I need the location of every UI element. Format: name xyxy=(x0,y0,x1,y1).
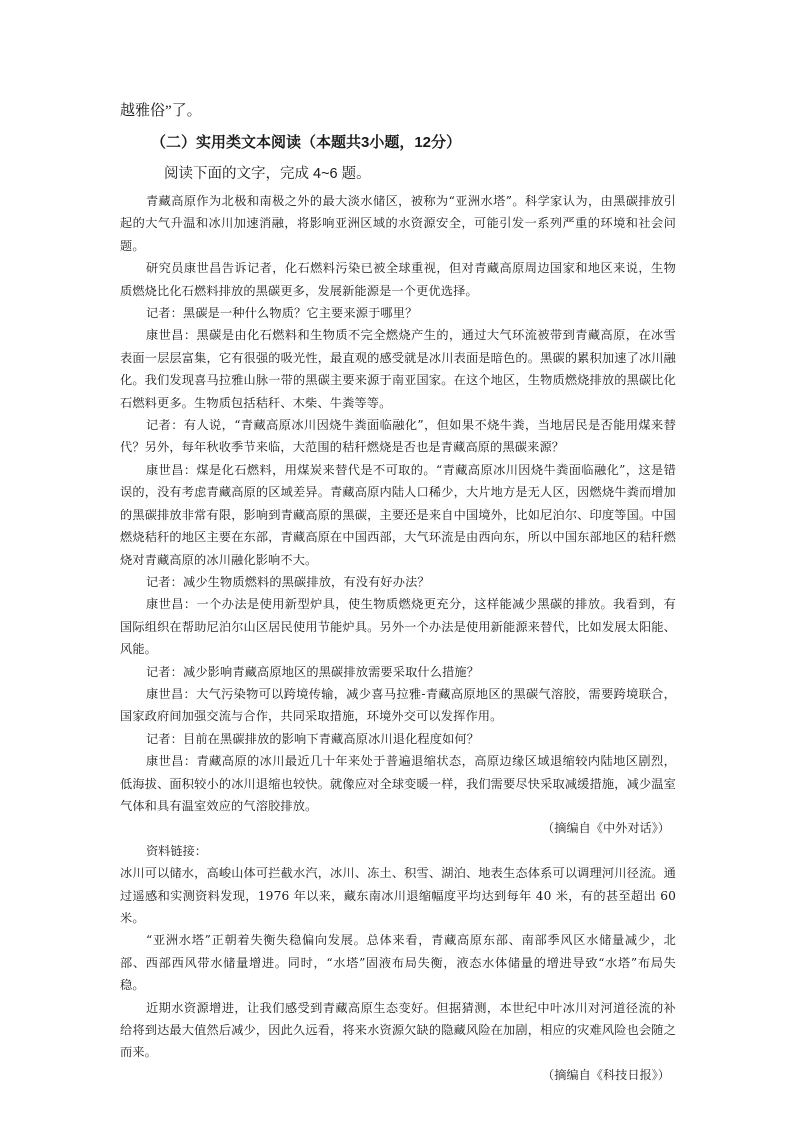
material-paragraph: “亚洲水塔”正朝着失衡失稳偏向发展。总体来看，青藏高原东部、南部季风区水储量减少，北部、西部西风带水储量增进。同时，“水塔”固液布局失衡，液态水体储量的增进导致“水塔”布局失稳。 xyxy=(120,933,676,993)
interview-answer: 康世昌：青藏高原的冰川最近几十年来处于普遍退缩状态，高原边缘区域退缩较内陆地区剧烈，低海拔、面积较小的冰川退缩也较快。就像应对全球变暖一样，我们需要尽快采取减缓措施，减少温室气体和具有温室效应的气溶胶排放。 xyxy=(120,754,676,813)
material-paragraph: 近期水资源增进，让我们感受到青藏高原生态变好。但据猜测，本世纪中叶冰川对河道径流的补给将到达最大值然后减少，因此久远看，将来水资源欠缺的隐藏风险在加剧，相应的灾难风险也会随之而来。 xyxy=(120,1000,676,1060)
material-paragraph: 冰川可以储水，高峻山体可拦截水汽，冰川、冻土、积雪、湖泊、地表生态体系可以调理河川径流。通过遥感和实测资料发现，1976 年以来，藏东南冰川退缩幅度平均达到每年 40 米，有的甚至超出 60 米。 xyxy=(120,866,676,925)
material-label: 资料链接： xyxy=(146,843,207,858)
interview-answer: 康世昌：黑碳是由化石燃料和生物质不完全燃烧产生的，通过大气环流被带到青藏高原，在冰雪表面一层层富集，它有很强的吸光性，最直观的感受就是冰川表面是暗色的。黑碳的累积加速了冰川融化。我们发现喜马拉雅山脉一带的黑碳主要来源于南亚国家。在这个地区，生物质燃烧排放的黑碳比化石燃料更多。生物质包括秸秆、木柴、牛粪等等。 xyxy=(120,328,676,410)
section-title: （二）实用类文本阅读（本题共3小题，12分） xyxy=(151,134,462,151)
previous-section-ending: 越雅俗”了。 xyxy=(120,103,202,119)
reading-instruction: 阅读下面的文字，完成 4~6 题。 xyxy=(164,166,371,182)
interview-question: 记者：减少影响青藏高原地区的黑碳排放需要采取什么措施？ xyxy=(146,664,480,679)
article-paragraph: 研究员康世昌告诉记者，化石燃料污染已被全球重视，但对青藏高原周边国家和地区来说，生物质燃烧比化石燃料排放的黑碳更多，发展新能源是一个更优选择。 xyxy=(120,261,676,298)
article-paragraph: 青藏高原作为北极和南极之外的最大淡水储区，被称为“亚洲水塔”。科学家认为，由黑碳排放引起的大气升温和冰川加速消融，将影响亚洲区域的水资源安全，可能引发一系列严重的环境和社会问题。 xyxy=(120,194,676,253)
interview-question: 记者：目前在黑碳排放的影响下青藏高原冰川退化程度如何？ xyxy=(146,731,480,746)
interview-question: 记者：减少生物质燃料的黑碳排放，有没有好办法？ xyxy=(146,574,430,589)
article-source: （摘编自《中外对话》） xyxy=(542,821,670,836)
article-body xyxy=(120,190,676,1086)
interview-question: 记者：有人说，“青藏高原冰川因烧牛粪面临融化”，但如果不烧牛粪，当地居民是否能用煤来替代？另外，每年秋收季节来临，大范围的秸秆燃烧是否也是青藏高原的黑碳来源？ xyxy=(120,418,676,455)
interview-answer: 康世昌：煤是化石燃料，用煤炭来替代是不可取的。“青藏高原冰川因烧牛粪面临融化”，这是错误的，没有考虑青藏高原的区域差异。青藏高原内陆人口稀少，大片地方是无人区，因燃烧牛粪而增加的黑碳排放非常有限，影响到青藏高原的黑碳，主要还是来自中国境外，比如尼泊尔、印度等国。中国燃烧秸秆的地区主要在东部，青藏高原在中国西部，大气环流是由西向东，所以中国东部地区的秸秆燃烧对青藏高原的冰川融化影响不大。 xyxy=(120,462,676,567)
interview-answer: 康世昌：大气污染物可以跨境传输，减少喜马拉雅-青藏高原地区的黑碳气溶胶，需要跨境联合，国家政府间加强交流与合作，共同采取措施，环境外交可以发挥作用。 xyxy=(120,686,676,724)
interview-question: 记者：黑碳是一种什么物质？它主要来源于哪里？ xyxy=(146,306,418,321)
interview-answer: 康世昌：一个办法是使用新型炉具，使生物质燃烧更充分，这样能减少黑碳的排放。我看到，有国际组织在帮助尼泊尔山区居民使用节能炉具。另外一个办法是使用新能源来替代，比如发展太阳能、风能。 xyxy=(120,597,676,657)
material-source: （摘编自《科技日报》） xyxy=(542,1067,670,1082)
